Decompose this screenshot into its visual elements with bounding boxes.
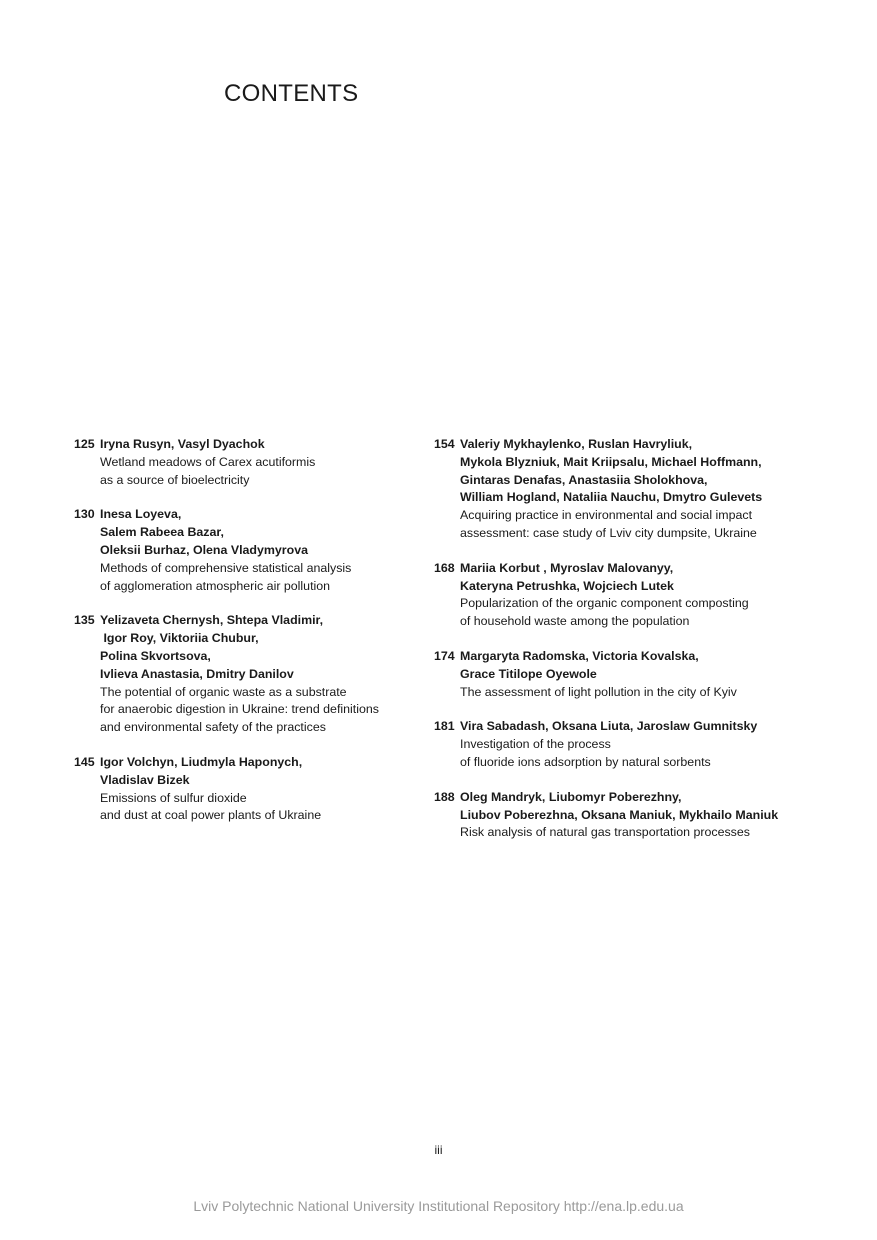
toc-entry[interactable]: [74, 754, 404, 825]
entry-authors: [460, 560, 834, 596]
entry-authors: [100, 436, 404, 454]
title-line: and dust at coal power plants of Ukraine: [100, 808, 322, 823]
title-line: assessment: case study of Lviv city dumpsite, Ukraine: [460, 525, 757, 540]
entry-body: [460, 436, 834, 543]
toc-entry[interactable]: [434, 648, 834, 701]
author-line: Igor Volchyn, Liudmyla Haponych,: [100, 754, 303, 769]
entry-body: [460, 648, 834, 701]
entry-body: [460, 789, 834, 842]
toc-entry[interactable]: [434, 436, 834, 543]
author-line: Salem Rabeea Bazar,: [100, 525, 224, 540]
author-line: Mykola Blyzniuk, Mait Kriipsalu, Michael Hoffmann,: [460, 454, 762, 469]
title-line: of fluoride ions adsorption by natural sorbents: [460, 754, 711, 769]
entry-title: [460, 824, 834, 842]
repository-footer: Lviv Polytechnic National University Institutional Repository http://ena.lp.edu.ua: [193, 1198, 684, 1214]
toc-entry[interactable]: [74, 612, 404, 737]
entry-body: [460, 718, 834, 771]
entry-authors: [100, 754, 404, 790]
author-line: Ivlieva Anastasia, Dmitry Danilov: [100, 666, 294, 681]
entry-page-number: 168: [434, 560, 455, 575]
entry-page-number: 154: [434, 437, 455, 451]
entry-body: [100, 506, 404, 595]
author-line: Oleksii Burhaz, Olena Vladymyrova: [100, 542, 308, 557]
title-line: Emissions of sulfur dioxide: [100, 790, 247, 805]
author-line: Polina Skvortsova,: [100, 648, 211, 663]
entry-page-number: 174: [434, 648, 455, 663]
entry-body: [100, 436, 404, 489]
title-line: The assessment of light pollution in the city of Kyiv: [460, 684, 737, 699]
entry-body: [100, 754, 404, 825]
entry-authors: [460, 436, 834, 507]
author-line: Igor Roy, Viktoriia Chubur,: [100, 631, 259, 646]
toc-entry[interactable]: [434, 718, 834, 771]
page-title: CONTENTS: [224, 80, 359, 107]
author-line: Margaryta Radomska, Victoria Kovalska,: [460, 648, 699, 663]
entry-page-number: 188: [434, 789, 455, 804]
title-line: The potential of organic waste as a substrate: [100, 684, 347, 699]
author-line: Inesa Loyeva,: [100, 507, 182, 522]
author-line: Valeriy Mykhaylenko, Ruslan Havryliuk,: [460, 437, 693, 451]
entry-title: [100, 790, 404, 826]
contents-left-column: [74, 436, 404, 842]
contents-right-column: [434, 436, 834, 859]
toc-entry[interactable]: [74, 506, 404, 595]
entry-page-number: 135: [74, 613, 95, 628]
entry-title: [100, 560, 404, 596]
toc-entry[interactable]: [74, 436, 404, 489]
title-line: Acquiring practice in environmental and social impact: [460, 508, 753, 523]
author-line: Yelizaveta Chernysh, Shtepa Vladimir,: [100, 613, 324, 628]
entry-page-number: 125: [74, 437, 95, 451]
title-line: Popularization of the organic component composting: [460, 596, 749, 611]
author-line: Gintaras Denafas, Anastasiia Sholokhova,: [460, 472, 708, 487]
author-line: Kateryna Petrushka, Wojciech Lutek: [460, 578, 674, 593]
entry-title: [100, 684, 404, 737]
author-line: William Hogland, Nataliia Nauchu, Dmytro Gulevets: [460, 490, 763, 505]
title-line: Wetland meadows of Carex acutiformis: [100, 454, 316, 469]
entry-authors: [460, 718, 834, 736]
entry-authors: [460, 648, 834, 684]
author-line: Liubov Poberezhna, Oksana Maniuk, Mykhailo Maniuk: [460, 807, 779, 822]
entry-body: [100, 612, 404, 737]
entry-authors: [460, 789, 834, 825]
title-line: Risk analysis of natural gas transportation processes: [460, 825, 750, 840]
entry-title: [460, 684, 834, 702]
title-line: of agglomeration atmospheric air pollution: [100, 578, 331, 593]
page-number: iii: [434, 1143, 443, 1157]
entry-title: [460, 595, 834, 631]
author-line: Vira Sabadash, Oksana Liuta, Jaroslaw Gumnitsky: [460, 719, 758, 734]
author-line: Vladislav Bizek: [100, 772, 190, 787]
author-line: Grace Titilope Oyewole: [460, 666, 597, 681]
title-line: as a source of bioelectricity: [100, 472, 250, 487]
entry-authors: [100, 612, 404, 683]
entry-body: [460, 560, 834, 631]
title-line: for anaerobic digestion in Ukraine: trend definitions: [100, 702, 379, 717]
toc-entry[interactable]: [434, 789, 834, 842]
author-line: Iryna Rusyn, Vasyl Dyachok: [100, 437, 265, 451]
entry-page-number: 145: [74, 754, 95, 769]
title-line: Investigation of the process: [460, 737, 611, 752]
title-line: and environmental safety of the practices: [100, 720, 326, 735]
author-line: Mariia Korbut , Myroslav Malovanyy,: [460, 560, 674, 575]
title-line: Methods of comprehensive statistical analysis: [100, 560, 352, 575]
title-line: of household waste among the population: [460, 614, 690, 629]
entry-title: [100, 454, 404, 490]
entry-authors: [100, 506, 404, 559]
entry-page-number: 130: [74, 507, 95, 522]
entry-page-number: 181: [434, 719, 455, 734]
entry-title: [460, 736, 834, 772]
toc-entry[interactable]: [434, 560, 834, 631]
author-line: Oleg Mandryk, Liubomyr Poberezhny,: [460, 789, 682, 804]
entry-title: [460, 507, 834, 543]
